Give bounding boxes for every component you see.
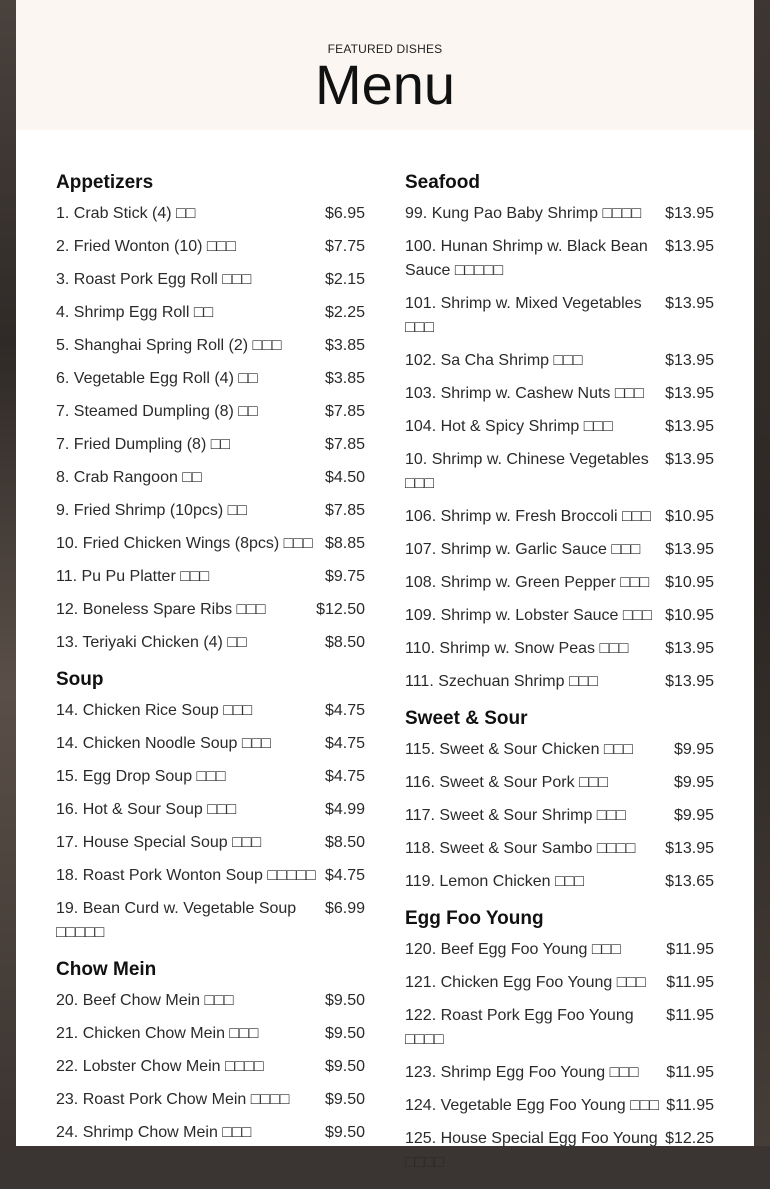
section-title: Seafood [405, 172, 480, 193]
menu-section-soup [56, 669, 365, 945]
menu-item-price: $13.95 [665, 640, 714, 657]
menu-item [405, 349, 714, 373]
menu-item-name: 14. Chicken Noodle Soup □□□ [56, 735, 271, 752]
menu-item-price: $11.95 [666, 1007, 714, 1024]
menu-item-name: 99. Kung Pao Baby Shrimp □□□□ [405, 205, 642, 222]
menu-item-name: 121. Chicken Egg Foo Young □□□ [405, 974, 646, 991]
menu-item-name: 4. Shrimp Egg Roll □□ [56, 304, 214, 321]
menu-item-price: $9.50 [324, 1025, 365, 1042]
menu-item [405, 571, 714, 595]
menu-item-name: 102. Sa Cha Shrimp □□□ [405, 352, 583, 369]
menu-item [56, 235, 365, 259]
menu-item-price: $7.85 [324, 502, 365, 519]
menu-item-price: $3.85 [324, 370, 365, 387]
menu-item-price: $9.50 [324, 1091, 365, 1108]
menu-item-name: 2. Fried Wonton (10) □□□ [56, 238, 236, 255]
menu-item-name: 13. Teriyaki Chicken (4) □□ [56, 634, 247, 651]
menu-item-name: 24. Shrimp Chow Mein □□□ [56, 1124, 252, 1141]
menu-item-price: $8.85 [324, 535, 365, 552]
menu-item-price: $4.75 [324, 735, 365, 752]
menu-item-price: $4.99 [324, 801, 365, 818]
menu-item-price: $13.95 [665, 673, 714, 690]
menu-item-price: $3.85 [324, 337, 365, 354]
menu-item-name: 18. Roast Pork Wonton Soup □□□□□ [56, 867, 316, 884]
menu-item [56, 301, 365, 325]
menu-item-name: 17. House Special Soup □□□ [56, 834, 262, 851]
menu-item-price: $2.25 [324, 304, 365, 321]
menu-item [405, 235, 714, 283]
menu-item [56, 1022, 365, 1046]
menu-item-price: $13.95 [665, 295, 714, 312]
menu-item-name: 7. Steamed Dumpling (8) □□ [56, 403, 258, 420]
menu-item-name: 107. Shrimp w. Garlic Sauce □□□ [405, 541, 641, 558]
menu-item-price: $4.75 [324, 702, 365, 719]
page-title: Menu [314, 53, 456, 116]
menu-item [56, 989, 365, 1013]
menu-item [405, 1061, 714, 1085]
menu-item-name: 101. Shrimp w. Mixed Vegetables □□□ [405, 295, 642, 336]
menu-item-price: $7.85 [324, 436, 365, 453]
menu-item-price: $13.65 [665, 873, 714, 890]
section-title: Chow Mein [56, 959, 157, 980]
menu-item-name: 16. Hot & Sour Soup □□□ [56, 801, 237, 818]
menu-item-price: $7.75 [324, 238, 365, 255]
menu-item-name: 109. Shrimp w. Lobster Sauce □□□ [405, 607, 652, 624]
menu-item-name: 11. Pu Pu Platter □□□ [56, 568, 210, 585]
menu-item-price: $13.95 [665, 385, 714, 402]
menu-item-price: $10.95 [665, 508, 714, 525]
menu-item-name: 12. Boneless Spare Ribs □□□ [56, 601, 266, 618]
menu-item-name: 10. Shrimp w. Chinese Vegetables □□□ [405, 451, 649, 492]
featured-dishes-label: FEATURED DISHES [327, 42, 443, 56]
menu-item [56, 1121, 365, 1145]
menu-item-price: $10.95 [665, 607, 714, 624]
menu-item-price: $9.50 [324, 1058, 365, 1075]
menu-item-name: 125. House Special Egg Foo Young □□□□ [405, 1130, 658, 1171]
menu-item-price: $2.15 [324, 271, 365, 288]
menu-item-price: $8.50 [324, 834, 365, 851]
menu-item [56, 831, 365, 855]
menu-item [405, 382, 714, 406]
menu-item [405, 1127, 714, 1175]
menu-item-price: $4.75 [324, 867, 365, 884]
menu-item-price: $4.50 [324, 469, 365, 486]
menu-item-name: 111. Szechuan Shrimp □□□ [405, 673, 598, 690]
menu-item [56, 699, 365, 723]
background-left [0, 0, 16, 1146]
section-title: Soup [56, 669, 104, 690]
menu-item [56, 1055, 365, 1079]
menu-item-name: 10. Fried Chicken Wings (8pcs) □□□ [56, 535, 313, 552]
menu-item-name: 119. Lemon Chicken □□□ [405, 873, 585, 890]
menu-item-price: $13.95 [665, 238, 714, 255]
menu-item-name: 120. Beef Egg Foo Young □□□ [405, 941, 621, 958]
menu-item [405, 870, 714, 894]
menu-item-name: 3. Roast Pork Egg Roll □□□ [56, 271, 252, 288]
menu-item [56, 433, 365, 457]
menu-item-price: $12.50 [316, 601, 365, 618]
menu-item [405, 1094, 714, 1118]
menu-item [405, 448, 714, 496]
menu-item-price: $11.95 [666, 941, 714, 958]
menu-item [405, 538, 714, 562]
menu-item-name: 104. Hot & Spicy Shrimp □□□ [405, 418, 613, 435]
menu-item [405, 505, 714, 529]
menu-item-name: 15. Egg Drop Soup □□□ [56, 768, 226, 785]
menu-item-name: 5. Shanghai Spring Roll (2) □□□ [56, 337, 282, 354]
menu-item [405, 971, 714, 995]
menu-item-price: $13.95 [665, 840, 714, 857]
menu-item-price: $7.85 [324, 403, 365, 420]
menu-item-name: 6. Vegetable Egg Roll (4) □□ [56, 370, 258, 387]
menu-column-left [56, 172, 365, 1159]
menu-item [56, 565, 365, 589]
menu-item [56, 499, 365, 523]
menu-item [56, 532, 365, 556]
menu-item [56, 765, 365, 789]
menu-item [56, 334, 365, 358]
menu-section-egg-foo-young [405, 908, 714, 1175]
menu-item [405, 292, 714, 340]
menu-item [56, 466, 365, 490]
menu-item-name: 19. Bean Curd w. Vegetable Soup □□□□□ [56, 900, 297, 941]
menu-section-sweet-sour [405, 708, 714, 894]
menu-item [56, 732, 365, 756]
menu-item [56, 268, 365, 292]
background-right [754, 0, 770, 1146]
menu-item [56, 367, 365, 391]
menu-section-seafood [405, 172, 714, 694]
menu-item-name: 7. Fried Dumpling (8) □□ [56, 436, 231, 453]
menu-item [405, 670, 714, 694]
menu-item-name: 115. Sweet & Sour Chicken □□□ [405, 741, 633, 758]
menu-item [56, 202, 365, 226]
menu-item-price: $9.95 [673, 774, 714, 791]
menu-item [405, 415, 714, 439]
menu-item-price: $9.95 [673, 807, 714, 824]
menu-item-price: $12.25 [665, 1130, 714, 1147]
menu-item-name: 100. Hunan Shrimp w. Black Bean Sauce □□□□□ [405, 238, 648, 279]
menu-item-price: $10.95 [665, 574, 714, 591]
section-title: Appetizers [56, 172, 154, 193]
menu-item [405, 938, 714, 962]
menu-item-price: $6.95 [324, 205, 365, 222]
menu-item-name: 116. Sweet & Sour Pork □□□ [405, 774, 609, 791]
menu-item [56, 400, 365, 424]
menu-item-price: $9.75 [324, 568, 365, 585]
menu-column-right [405, 172, 714, 1189]
menu-item-price: $9.95 [673, 741, 714, 758]
menu-item-name: 124. Vegetable Egg Foo Young □□□ [405, 1097, 660, 1114]
menu-item-name: 8. Crab Rangoon □□ [56, 469, 202, 486]
menu-item-name: 103. Shrimp w. Cashew Nuts □□□ [405, 385, 644, 402]
menu-item-name: 9. Fried Shrimp (10pcs) □□ [56, 502, 247, 519]
menu-item [405, 837, 714, 861]
menu-item [56, 631, 365, 655]
menu-item-price: $11.95 [666, 1097, 714, 1114]
menu-item [405, 637, 714, 661]
menu-item-name: 1. Crab Stick (4) □□ [56, 205, 196, 222]
menu-item-name: 122. Roast Pork Egg Foo Young □□□□ [405, 1007, 634, 1048]
section-title: Egg Foo Young [405, 908, 544, 929]
menu-item-price: $11.95 [666, 974, 714, 991]
menu-item [405, 738, 714, 762]
menu-item-price: $8.50 [324, 634, 365, 651]
menu-header [16, 0, 754, 130]
menu-item-name: 117. Sweet & Sour Shrimp □□□ [405, 807, 626, 824]
menu-item-name: 21. Chicken Chow Mein □□□ [56, 1025, 259, 1042]
menu-item [405, 202, 714, 226]
menu-item-price: $9.50 [324, 992, 365, 1009]
menu-item-price: $13.95 [665, 352, 714, 369]
menu-item-price: $4.75 [324, 768, 365, 785]
menu-item-name: 20. Beef Chow Mein □□□ [56, 992, 234, 1009]
menu-item [56, 1088, 365, 1112]
menu-item-name: 106. Shrimp w. Fresh Broccoli □□□ [405, 508, 651, 525]
menu-item-price: $11.95 [666, 1064, 714, 1081]
section-title: Sweet & Sour [405, 708, 528, 729]
menu-item [405, 804, 714, 828]
menu-item-name: 14. Chicken Rice Soup □□□ [56, 702, 253, 719]
menu-item-price: $13.95 [665, 418, 714, 435]
menu-section-chow-mein [56, 959, 365, 1145]
menu-item [56, 798, 365, 822]
menu-item-name: 118. Sweet & Sour Sambo □□□□ [405, 840, 636, 857]
menu-item [56, 897, 365, 945]
menu-item-name: 110. Shrimp w. Snow Peas □□□ [405, 640, 629, 657]
menu-item-price: $13.95 [665, 451, 714, 468]
menu-item-name: 22. Lobster Chow Mein □□□□ [56, 1058, 264, 1075]
menu-item-price: $9.50 [324, 1124, 365, 1141]
menu-item-price: $6.99 [324, 900, 365, 917]
menu-item-price: $13.95 [665, 541, 714, 558]
menu-item [56, 598, 365, 622]
menu-item-name: 108. Shrimp w. Green Pepper □□□ [405, 574, 650, 591]
menu-item-price: $13.95 [665, 205, 714, 222]
menu-item-name: 23. Roast Pork Chow Mein □□□□ [56, 1091, 290, 1108]
menu-item-name: 123. Shrimp Egg Foo Young □□□ [405, 1064, 639, 1081]
menu-card [16, 0, 754, 1171]
menu-item [405, 771, 714, 795]
menu-section-appetizers [56, 172, 365, 655]
menu-item [405, 1004, 714, 1052]
menu-item [56, 864, 365, 888]
menu-item [405, 604, 714, 628]
